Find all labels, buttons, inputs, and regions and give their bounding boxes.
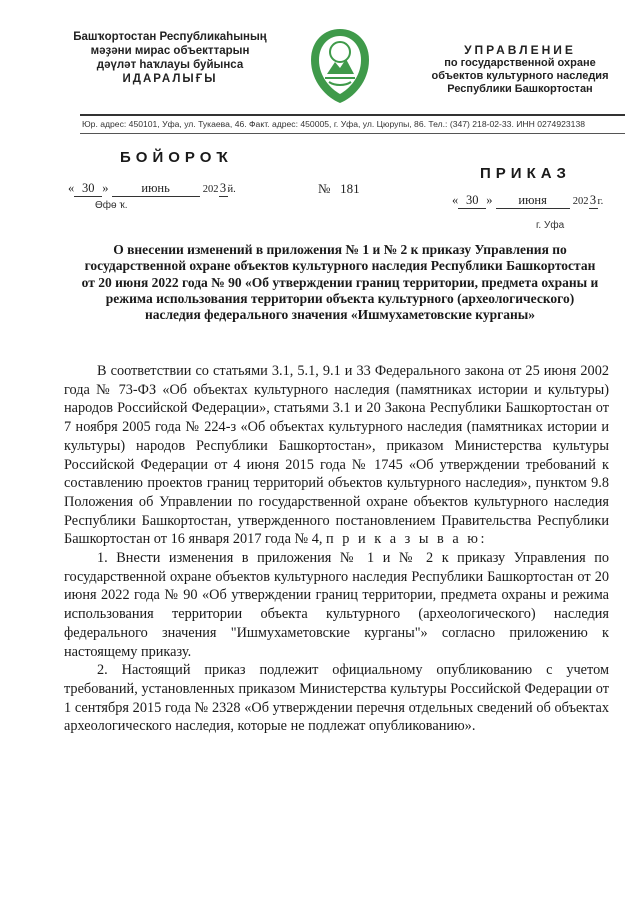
document-body <box>64 362 609 736</box>
document-title: О внесении изменений в приложения № 1 и № 2 к приказу Управления по государственной охране объектов культурного наследия Республики Башкортостан от 20 июня 2022 года № 90 «Об утверждении границ территории, предмета охраны и режима использования территории объекта культурного (археологического) наследия федерального значения «Ишмухаметовские курганы» <box>81 242 599 323</box>
date-right-suffix: г. <box>597 196 604 207</box>
header-left-line3: дәүләт һаҡлауы буйынса <box>96 59 244 71</box>
place-right: г. Уфа <box>536 220 565 231</box>
date-left-month: июнь <box>112 181 200 197</box>
date-right-year-digit: 3 <box>589 193 597 207</box>
date-left-day: 30 <box>74 181 102 197</box>
date-left-year-prefix: 202 <box>202 184 219 195</box>
date-left-quote-close: » <box>102 181 109 195</box>
header-left-bashkir <box>70 30 270 86</box>
header-right-line4: Республики Башкортостан <box>447 83 593 95</box>
date-left-suffix: й. <box>227 184 236 195</box>
bashkortostan-emblem-icon <box>305 26 375 106</box>
place-left: Өфө ҡ. <box>95 200 128 211</box>
date-right <box>452 193 603 209</box>
header-right-russian <box>430 44 610 96</box>
date-right-day: 30 <box>458 193 486 209</box>
header-left-line1: Башҡортостан Республикаһының <box>73 31 267 43</box>
body-paragraph-1 <box>64 362 609 549</box>
body-paragraph-1-text: В соответствии со статьями 3.1, 5.1, 9.1 и 33 Федерального закона от 25 июня 2002 года № 73-ФЗ «Об объектах культурного наследия (памятниках истории и культуры) народов Российской Федерации», статьями 3.1 и 20 Закона Республики Башкортостан от 7 ноября 2005 года № 224-з «Об объектах культурного наследия (памятниках истории и культуры) народов Республики Башкортостан», приказом Министерства культуры Российской Федерации от 4 июня 2015 года № 1745 «Об утверждении требований к составлению проектов границ территорий объектов культурного наследия», пунктом 9.8 Положения об Управлении по государственной охране объектов культурного наследия Республики Башкортостан, утвержденного постановлением Правительства Республики Башкортостан от 16 января 2017 года № 4, <box>64 363 609 548</box>
date-right-month: июня <box>496 193 570 209</box>
boyorok-label: БОЙОРОҠ <box>120 149 233 166</box>
order-number <box>318 181 360 197</box>
header-left-line2: мәҙәни мирас объекттарын <box>90 45 250 57</box>
header-right-line2: по государственной охране <box>444 57 596 69</box>
header-divider-top <box>80 114 625 116</box>
date-right-quote-open: « <box>452 193 459 207</box>
header-right-line1: УПРАВЛЕНИЕ <box>464 43 576 57</box>
address-line: Юр. адрес: 450101, Уфа, ул. Тукаева, 46. Факт. адрес: 450005, г. Уфа, ул. Цюрупы, 86. Тел.: (347) 218-02-33. ИНН 0274923138 <box>82 119 586 129</box>
date-left <box>68 181 236 197</box>
order-number-value: 181 <box>340 181 360 196</box>
header-left-line4: ИДАРАЛЫҒЫ <box>122 73 218 85</box>
date-right-quote-close: » <box>486 193 493 207</box>
date-left-year-digit: 3 <box>219 181 227 195</box>
prikaz-label: ПРИКАЗ <box>480 165 571 182</box>
body-paragraph-3: 2. Настоящий приказ подлежит официальному опубликованию с учетом требований, установленных приказом Министерства культуры Российской Федерации от 1 сентября 2015 года № 2328 «Об утверждении перечня отдельных сведений об объектах археологического наследия, которые не подлежат опубликованию». <box>64 662 609 735</box>
header-divider-bottom <box>80 133 625 134</box>
date-left-quote-open: « <box>68 181 75 195</box>
order-verb: п р и к а з ы в а ю: <box>326 531 487 548</box>
order-number-sign: № <box>318 181 331 196</box>
date-right-year-prefix: 202 <box>572 196 589 207</box>
header-right-line3: объектов культурного наследия <box>431 70 609 82</box>
body-paragraph-2: 1. Внести изменения в приложения № 1 и № 2 к приказу Управления по государственной охране объектов культурного наследия Республики Башкортостан от 20 июня 2022 года № 90 «Об утверждении границ территории, предмета охраны и режима использования территории объекта культурного (археологического) наследия федерального значения "Ишмухаметовские курганы"» согласно приложению к настоящему приказу. <box>64 550 609 660</box>
